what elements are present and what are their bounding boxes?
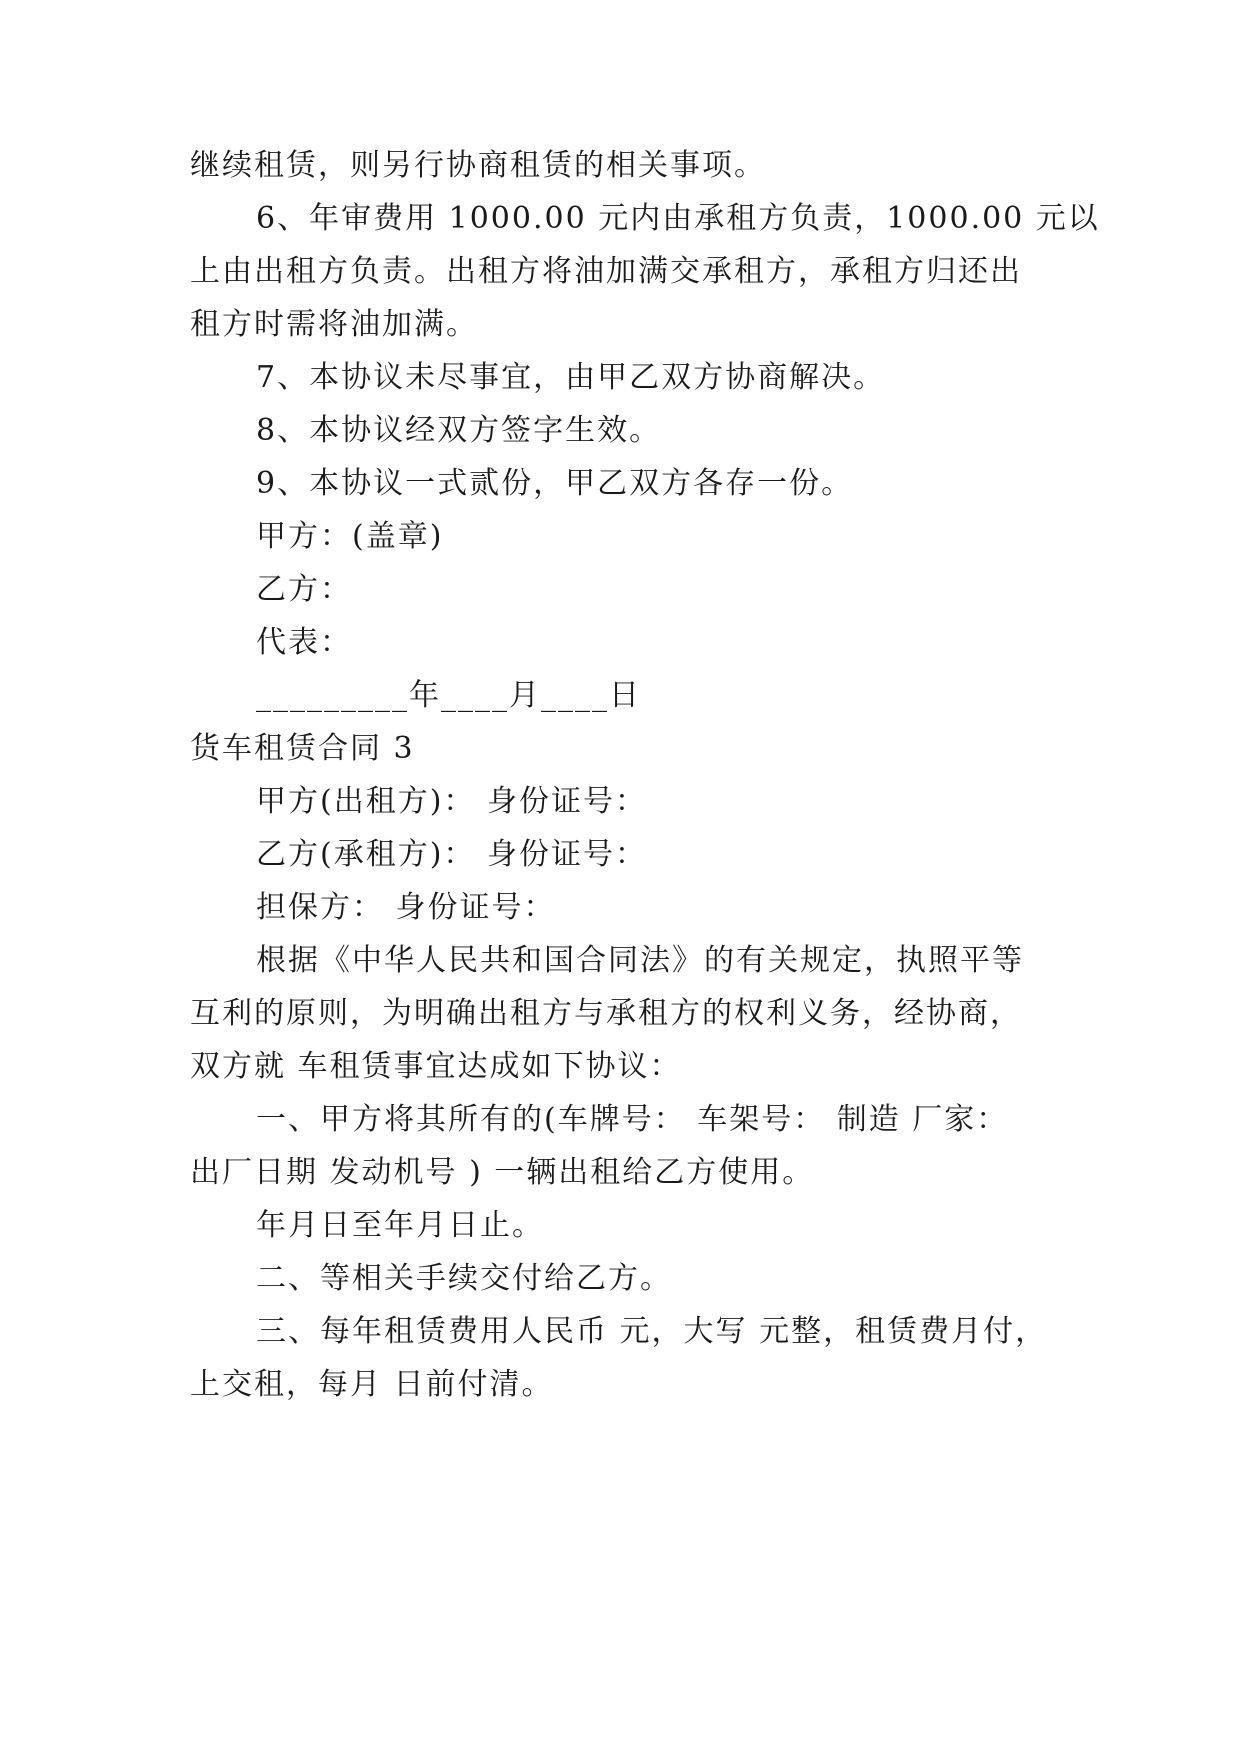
party-b-field: 乙方(承租方)： 身份证号：: [256, 837, 647, 872]
signature-party-a: 甲方：(盖章): [256, 519, 444, 554]
text-line: 6、年审费用 1000.00 元内由承租方负责，1000.00 元以: [256, 201, 1100, 236]
text-line: 年月日至年月日止。: [256, 1208, 544, 1243]
text-line: 租方时需将油加满。: [190, 307, 478, 342]
text-line: 二、等相关手续交付给乙方。: [256, 1261, 672, 1296]
text-line: 出厂日期 发动机号 ) 一辆出租给乙方使用。: [190, 1155, 815, 1190]
text-line: 继续租赁，则另行协商租赁的相关事项。: [190, 148, 766, 183]
signature-representative: 代表：: [256, 625, 352, 660]
text-line: 7、本协议未尽事宜，由甲乙双方协商解决。: [256, 360, 886, 395]
text-line: 三、每年租赁费用人民币 元，大写 元整，租赁费月付，: [256, 1314, 1048, 1349]
text-line: 一、甲方将其所有的(车牌号： 车架号： 制造 厂家：: [256, 1102, 1009, 1137]
text-line: 上交租，每月 日前付清。: [190, 1367, 554, 1402]
guarantor-field: 担保方： 身份证号：: [256, 890, 556, 925]
text-line: 互利的原则，为明确出租方与承租方的权利义务，经协商，: [190, 996, 1022, 1031]
text-line: 双方就 车租赁事宜达成如下协议：: [190, 1049, 682, 1084]
signature-party-b: 乙方：: [256, 572, 352, 607]
text-line: 9、本协议一式贰份，甲乙双方各存一份。: [256, 466, 854, 501]
signature-date: _________年____月____日: [256, 678, 641, 713]
text-line: 上由出租方负责。出租方将油加满交承租方，承租方归还出: [190, 254, 1022, 289]
section-title: 货车租赁合同 3: [190, 731, 415, 766]
text-line: 根据《中华人民共和国合同法》的有关规定，执照平等: [256, 943, 1024, 978]
text-line: 8、本协议经双方签字生效。: [256, 413, 662, 448]
party-a-field: 甲方(出租方)： 身份证号：: [256, 784, 647, 819]
